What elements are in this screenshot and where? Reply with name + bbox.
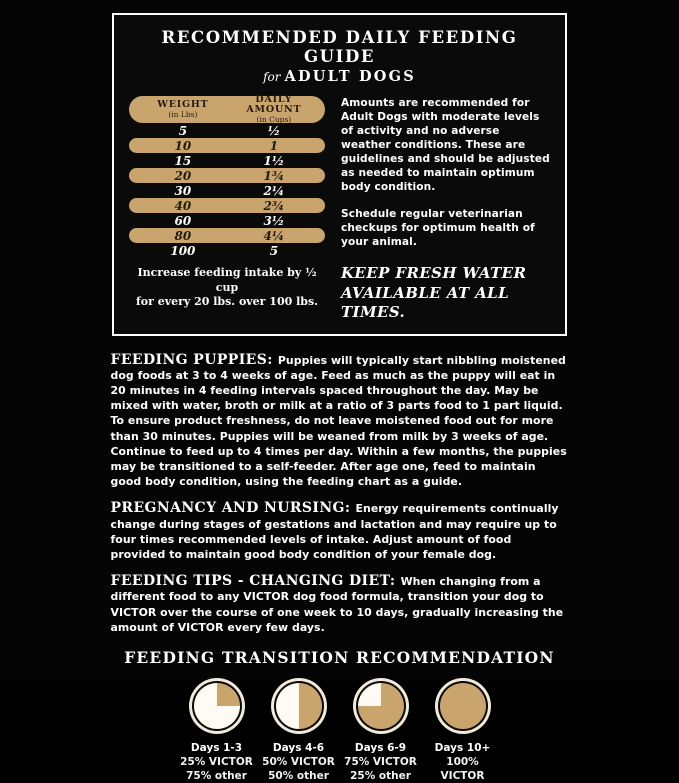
amount-value: 1½ [263, 153, 285, 168]
pregnancy-nursing-body: Energy requirements continually change during stages of gestations and lactation and may require up to four times recommended levels of intake. Adjust amount of food provided to maintain good body condition of your female dog. [110, 502, 559, 561]
transition-pie-row [0, 678, 679, 783]
pie-victor-label: 100% VICTOR [440, 755, 485, 782]
pie-ring [353, 678, 409, 734]
feeding-instructions [111, 352, 569, 634]
pie-other-label: 25% other [350, 769, 411, 782]
feeding-table-header [129, 96, 325, 123]
feeding-puppies-body: Puppies will typically start nibbling moistened dog foods at 3 to 4 weeks of age. Feed as much as the puppy will eat in 20 minutes in 4 feeding intervals spaced throughout the day. May be mixed with water, broth or milk at a ratio of 3 parts food to 1 part liquid. To ensure product freshness, do not leave moistened food out for more than 30 minutes. Puppies will be weaned from milk by 3 weeks of age. Continue to feed up to 4 times per day. Within a few months, the puppies may be transitioned to a self-feeder. After age one, feed to maintain good body condition, using the feeding chart as a guide. [110, 353, 567, 489]
changing-diet-heading: FEEDING TIPS - CHANGING DIET: [110, 573, 396, 590]
amount-column-header [237, 95, 325, 124]
weight-value: 5 [178, 123, 188, 138]
weight-header-label: WEIGHT [157, 99, 209, 110]
weight-value: 60 [174, 213, 192, 228]
transition-step-days-6-9 [343, 678, 419, 783]
pie-days-label: Days 10+ [434, 741, 491, 754]
pie-victor-label: 25% VICTOR [180, 755, 253, 768]
pie-chart-50-percent-victor [276, 683, 322, 729]
pregnancy-nursing-section [111, 500, 569, 561]
pie-other-label: 75% other [186, 769, 247, 782]
table-note-line1: Increase feeding intake by ½ cup [137, 266, 317, 294]
pie-ring [271, 678, 327, 734]
fresh-water-note: KEEP FRESH WATER AVAILABLE AT ALL TIMES. [341, 264, 527, 321]
weight-value: 40 [174, 198, 192, 213]
feeding-puppies-heading: FEEDING PUPPIES: [110, 351, 273, 368]
transition-step-days-10-plus [425, 678, 501, 783]
weight-header-unit: (in Lbs) [168, 110, 198, 119]
amount-value: 2¼ [263, 183, 285, 198]
weight-value: 80 [174, 228, 192, 243]
table-row [129, 123, 325, 138]
veterinarian-checkups-text: Schedule regular veterinarian checkups for optimum health of your animal. [341, 208, 535, 248]
pie-gap [192, 681, 242, 731]
changing-diet-body: When changing from a different food to any VICTOR dog food formula, transition your dog to VICTOR over the course of one week to 10 days, gradually increasing the amount of VICTOR every few days. [110, 575, 564, 634]
pie-chart-25-percent-victor [194, 683, 240, 729]
pie-chart-100-percent-victor [440, 683, 486, 729]
table-note-line2: for every 20 lbs. over 100 lbs. [136, 295, 318, 308]
pie-days-label: Days 6-9 [354, 741, 407, 754]
amounts-recommendation-text: Amounts are recommended for Adult Dogs with moderate levels of activity and no adverse weather conditions. These are guidelines and should be adjusted as needed to maintain optimum body condition. [341, 97, 550, 193]
transition-step-days-4-6 [261, 678, 337, 783]
guide-subtitle-adult-dogs: ADULT DOGS [284, 68, 416, 85]
pie-victor-label: 75% VICTOR [344, 755, 417, 768]
pie-other-label: 50% other [268, 769, 329, 782]
amount-value: 4¼ [263, 228, 285, 243]
weight-column-header [129, 100, 237, 119]
pregnancy-nursing-heading: PREGNANCY AND NURSING: [110, 500, 351, 517]
guide-title: RECOMMENDED DAILY FEEDING GUIDE [161, 28, 518, 66]
daily-feeding-guide-box [112, 13, 567, 336]
table-row [129, 168, 325, 183]
pie-ring [435, 678, 491, 734]
table-row [129, 213, 325, 228]
feeding-table [129, 96, 325, 323]
weight-value: 10 [174, 138, 192, 153]
amount-value: 5 [269, 243, 279, 258]
amount-value: 2¾ [263, 198, 285, 213]
pie-chart-75-percent-victor [358, 683, 404, 729]
transition-title: FEEDING TRANSITION RECOMMENDATION [124, 647, 555, 667]
pie-days-label: Days 4-6 [272, 741, 325, 754]
transition-step-days-1-3 [179, 678, 255, 783]
amount-header-unit: (in Cups) [256, 115, 292, 124]
pie-victor-label: 50% VICTOR [262, 755, 335, 768]
table-row [129, 243, 325, 258]
table-row [129, 138, 325, 153]
amount-value: 3½ [263, 213, 285, 228]
guide-info-column [341, 96, 550, 323]
feeding-transition-section [0, 648, 679, 783]
guide-subtitle-for: for [263, 70, 281, 84]
pie-gap [438, 681, 488, 731]
amount-header-label: DAILY AMOUNT [246, 94, 302, 115]
guide-subtitle [129, 67, 550, 86]
weight-value: 100 [170, 243, 196, 258]
pie-days-label: Days 1-3 [190, 741, 243, 754]
amount-value: ½ [267, 123, 281, 138]
table-row [129, 228, 325, 243]
feeding-puppies-section [111, 352, 569, 489]
pie-gap [356, 681, 406, 731]
weight-value: 30 [174, 183, 192, 198]
table-row [129, 183, 325, 198]
table-row [129, 198, 325, 213]
weight-value: 15 [174, 153, 192, 168]
table-row [129, 153, 325, 168]
changing-diet-section [111, 573, 569, 634]
pie-ring [189, 678, 245, 734]
weight-value: 20 [174, 168, 192, 183]
amount-value: 1 [269, 138, 279, 153]
amount-value: 1¾ [263, 168, 285, 183]
pie-gap [274, 681, 324, 731]
table-overage-note [129, 266, 325, 310]
